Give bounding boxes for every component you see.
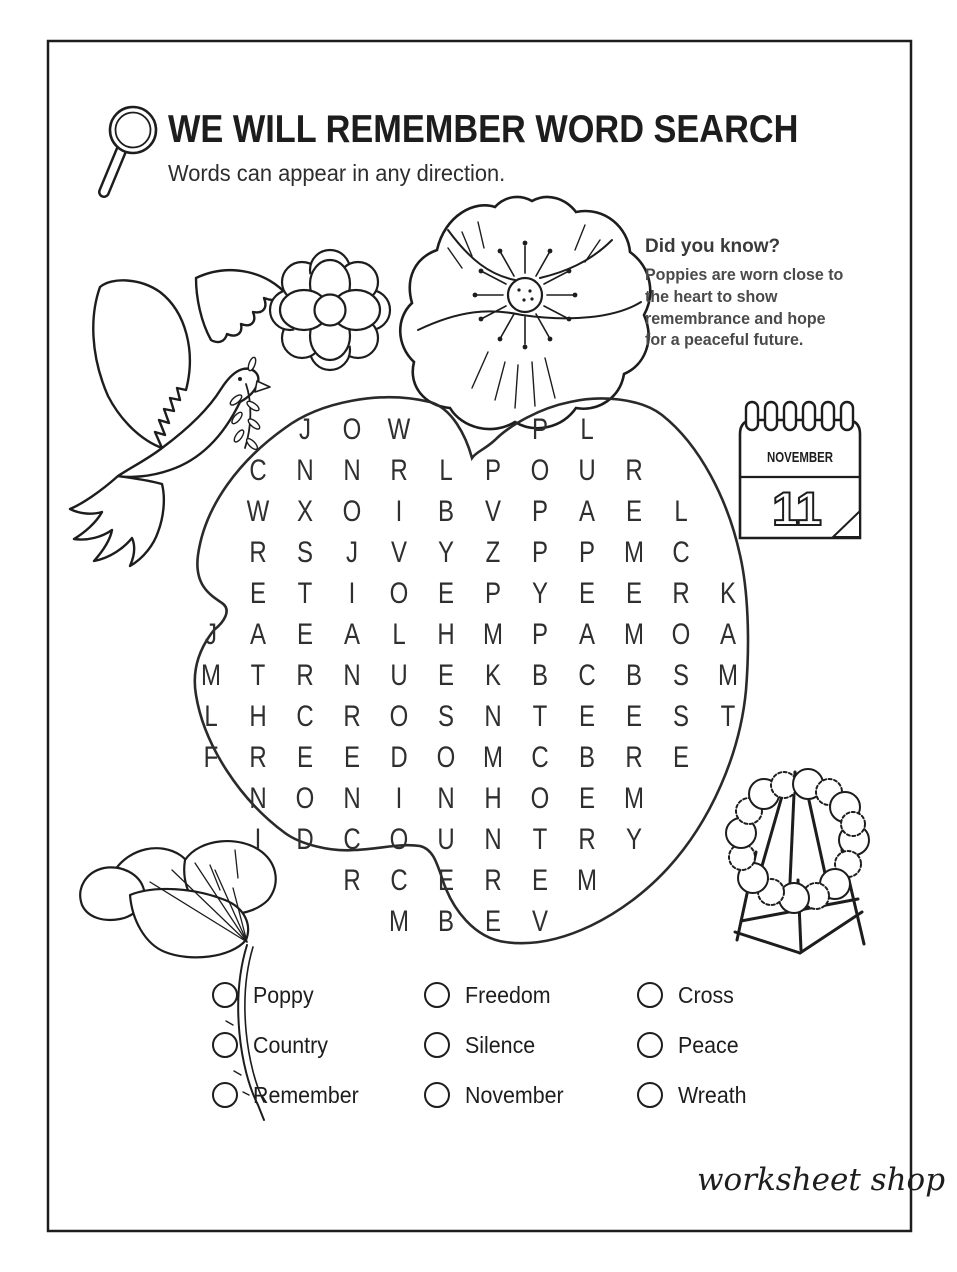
word-label: Peace [678, 1031, 739, 1058]
did-you-know-box [645, 236, 860, 352]
grid-letter[interactable]: R [343, 864, 361, 897]
grid-letter[interactable]: S [672, 700, 689, 733]
grid-letter[interactable]: T [297, 577, 313, 610]
word-label: Wreath [678, 1081, 747, 1108]
grid-letter[interactable]: T [720, 700, 736, 733]
check-circle-icon[interactable] [424, 1082, 450, 1108]
word-label: Remember [253, 1081, 359, 1108]
grid-letter[interactable]: E [296, 618, 313, 651]
grid-letter[interactable]: U [437, 823, 455, 856]
grid-letter[interactable]: C [531, 741, 549, 774]
grid-letter[interactable]: I [395, 495, 403, 528]
grid-letter[interactable]: E [578, 577, 595, 610]
grid-letter[interactable]: J [299, 413, 311, 446]
grid-letter[interactable]: A [578, 495, 595, 528]
grid-letter[interactable]: E [578, 700, 595, 733]
calendar-day: 11 [772, 482, 822, 535]
grid-letter[interactable]: V [390, 536, 407, 569]
grid-letter[interactable]: J [205, 618, 217, 651]
grid-letter[interactable]: M [389, 905, 409, 938]
page-subtitle: Words can appear in any direction. [168, 160, 506, 186]
grid-letter[interactable]: O [389, 823, 409, 856]
grid-letter[interactable]: A [343, 618, 360, 651]
grid-letter[interactable]: H [249, 700, 267, 733]
grid-letter[interactable]: S [672, 659, 689, 692]
word-list-item-cross[interactable] [637, 980, 738, 1010]
grid-letter[interactable]: M [624, 536, 644, 569]
grid-letter[interactable]: I [395, 782, 403, 815]
check-circle-icon[interactable] [212, 1082, 238, 1108]
grid-letter[interactable]: E [672, 741, 689, 774]
grid-letter[interactable]: X [296, 495, 313, 528]
grid-letter[interactable]: O [530, 782, 550, 815]
grid-letter[interactable]: N [249, 782, 267, 815]
grid-letter[interactable]: P [531, 618, 548, 651]
grid-letter[interactable]: E [296, 741, 313, 774]
check-circle-icon[interactable] [212, 982, 238, 1008]
grid-letter[interactable]: L [674, 495, 688, 528]
grid-letter[interactable]: P [531, 536, 548, 569]
grid-letter[interactable]: L [580, 413, 594, 446]
grid-letter[interactable]: O [342, 413, 362, 446]
grid-letter[interactable]: V [484, 495, 501, 528]
grid-letter[interactable]: B [437, 495, 454, 528]
grid-letter[interactable]: C [390, 864, 408, 897]
grid-letter[interactable]: N [296, 454, 314, 487]
grid-letter[interactable]: H [437, 618, 455, 651]
grid-letter[interactable]: R [578, 823, 596, 856]
grid-letter[interactable]: W [387, 413, 411, 446]
grid-letter[interactable]: C [578, 659, 596, 692]
word-list-item-poppy[interactable] [212, 980, 318, 1010]
grid-letter[interactable]: Y [625, 823, 642, 856]
grid-letter[interactable]: S [437, 700, 454, 733]
grid-letter[interactable]: E [249, 577, 266, 610]
grid-letter[interactable]: C [249, 454, 267, 487]
word-list-item-peace[interactable] [637, 1030, 743, 1060]
grid-letter[interactable]: M [483, 618, 503, 651]
grid-letter[interactable]: E [625, 700, 642, 733]
grid-letter[interactable]: B [625, 659, 642, 692]
grid-letter[interactable]: F [203, 741, 219, 774]
grid-letter[interactable]: A [719, 618, 736, 651]
grid-letter[interactable]: R [390, 454, 408, 487]
grid-letter[interactable]: N [343, 454, 361, 487]
grid-letter[interactable]: Y [531, 577, 548, 610]
grid-letter[interactable]: T [532, 823, 548, 856]
grid-letter[interactable]: K [719, 577, 736, 610]
grid-letter[interactable]: K [484, 659, 501, 692]
check-circle-icon[interactable] [637, 1082, 663, 1108]
grid-letter[interactable]: T [532, 700, 548, 733]
grid-letter[interactable]: M [624, 782, 644, 815]
did-you-know-body: Poppies are worn close to the heart to show remembrance and hope for a peaceful future. [645, 266, 844, 350]
grid-letter[interactable]: U [390, 659, 408, 692]
grid-letter[interactable]: M [577, 864, 597, 897]
grid-letter[interactable]: N [484, 700, 502, 733]
word-list-item-wreath[interactable] [637, 1080, 752, 1110]
word-label: Cross [678, 981, 734, 1008]
grid-letter[interactable]: O [436, 741, 456, 774]
grid-letter[interactable]: R [343, 700, 361, 733]
grid-letter[interactable]: I [254, 823, 262, 856]
grid-letter[interactable]: P [484, 454, 501, 487]
grid-letter[interactable]: N [484, 823, 502, 856]
grid-letter[interactable]: E [437, 864, 454, 897]
page-title: WE WILL REMEMBER WORD SEARCH [168, 108, 799, 151]
grid-letter[interactable]: L [392, 618, 406, 651]
grid-letter[interactable]: N [437, 782, 455, 815]
grid-letter[interactable]: O [389, 577, 409, 610]
check-circle-icon[interactable] [424, 1032, 450, 1058]
grid-letter[interactable]: U [578, 454, 596, 487]
grid-letter[interactable]: B [578, 741, 595, 774]
grid-letter[interactable]: E [343, 741, 360, 774]
grid-letter[interactable]: O [389, 700, 409, 733]
did-you-know-heading: Did you know? [645, 236, 781, 257]
grid-letter[interactable]: E [625, 495, 642, 528]
grid-letter[interactable]: B [437, 905, 454, 938]
check-circle-icon[interactable] [637, 982, 663, 1008]
grid-letter[interactable]: R [296, 659, 314, 692]
grid-letter[interactable]: R [625, 454, 643, 487]
word-list-item-remember[interactable] [212, 1080, 367, 1110]
grid-letter[interactable]: P [531, 413, 548, 446]
grid-letter[interactable]: O [530, 454, 550, 487]
calendar-month: NOVEMBER [767, 449, 834, 466]
grid-letter[interactable]: C [296, 700, 314, 733]
grid-letter[interactable]: E [437, 577, 454, 610]
grid-letter[interactable]: D [296, 823, 314, 856]
grid-letter[interactable]: P [578, 536, 595, 569]
word-label: Poppy [253, 981, 314, 1008]
grid-letter[interactable]: M [624, 618, 644, 651]
grid-letter[interactable]: E [484, 905, 501, 938]
grid-letter[interactable]: A [578, 618, 595, 651]
grid-letter[interactable]: T [250, 659, 266, 692]
word-list-item-november[interactable] [424, 1080, 571, 1110]
grid-letter[interactable]: B [531, 659, 548, 692]
grid-letter[interactable]: C [343, 823, 361, 856]
word-list-item-country[interactable] [212, 1030, 334, 1060]
check-circle-icon[interactable] [424, 982, 450, 1008]
grid-letter[interactable]: C [672, 536, 690, 569]
grid-letter[interactable]: Z [485, 536, 501, 569]
grid-letter[interactable]: M [718, 659, 738, 692]
grid-letter[interactable]: N [343, 782, 361, 815]
grid-letter[interactable]: O [342, 495, 362, 528]
grid-letter[interactable]: O [671, 618, 691, 651]
grid-letter[interactable]: S [296, 536, 313, 569]
word-list-item-freedom[interactable] [424, 980, 557, 1010]
grid-letter[interactable]: W [246, 495, 270, 528]
grid-letter[interactable]: I [348, 577, 356, 610]
grid-letter[interactable]: E [531, 864, 548, 897]
grid-letter[interactable]: L [439, 454, 453, 487]
check-circle-icon[interactable] [212, 1032, 238, 1058]
grid-letter[interactable]: P [484, 577, 501, 610]
word-label: November [465, 1081, 564, 1108]
grid-letter[interactable]: M [201, 659, 221, 692]
word-label: Silence [465, 1031, 536, 1058]
grid-letter[interactable]: R [249, 741, 267, 774]
check-circle-icon[interactable] [637, 1032, 663, 1058]
word-list-item-silence[interactable] [424, 1030, 540, 1060]
grid-letter[interactable]: N [343, 659, 361, 692]
grid-letter[interactable]: H [484, 782, 502, 815]
grid-letter[interactable]: R [484, 864, 502, 897]
grid-letter[interactable]: A [249, 618, 266, 651]
grid-letter[interactable]: P [531, 495, 548, 528]
grid-letter[interactable]: M [483, 741, 503, 774]
grid-letter[interactable]: V [531, 905, 548, 938]
grid-letter[interactable]: O [295, 782, 315, 815]
word-label: Country [253, 1031, 328, 1058]
grid-letter[interactable]: E [625, 577, 642, 610]
grid-letter[interactable]: J [346, 536, 358, 569]
word-label: Freedom [465, 981, 551, 1008]
grid-letter[interactable]: R [672, 577, 690, 610]
grid-letter[interactable]: E [437, 659, 454, 692]
grid-letter[interactable]: R [625, 741, 643, 774]
brand-logo: worksheet shop [697, 1162, 946, 1198]
grid-letter[interactable]: E [578, 782, 595, 815]
grid-letter[interactable]: D [390, 741, 408, 774]
grid-letter[interactable]: R [249, 536, 267, 569]
grid-letter[interactable]: L [204, 700, 218, 733]
grid-letter[interactable]: Y [437, 536, 454, 569]
